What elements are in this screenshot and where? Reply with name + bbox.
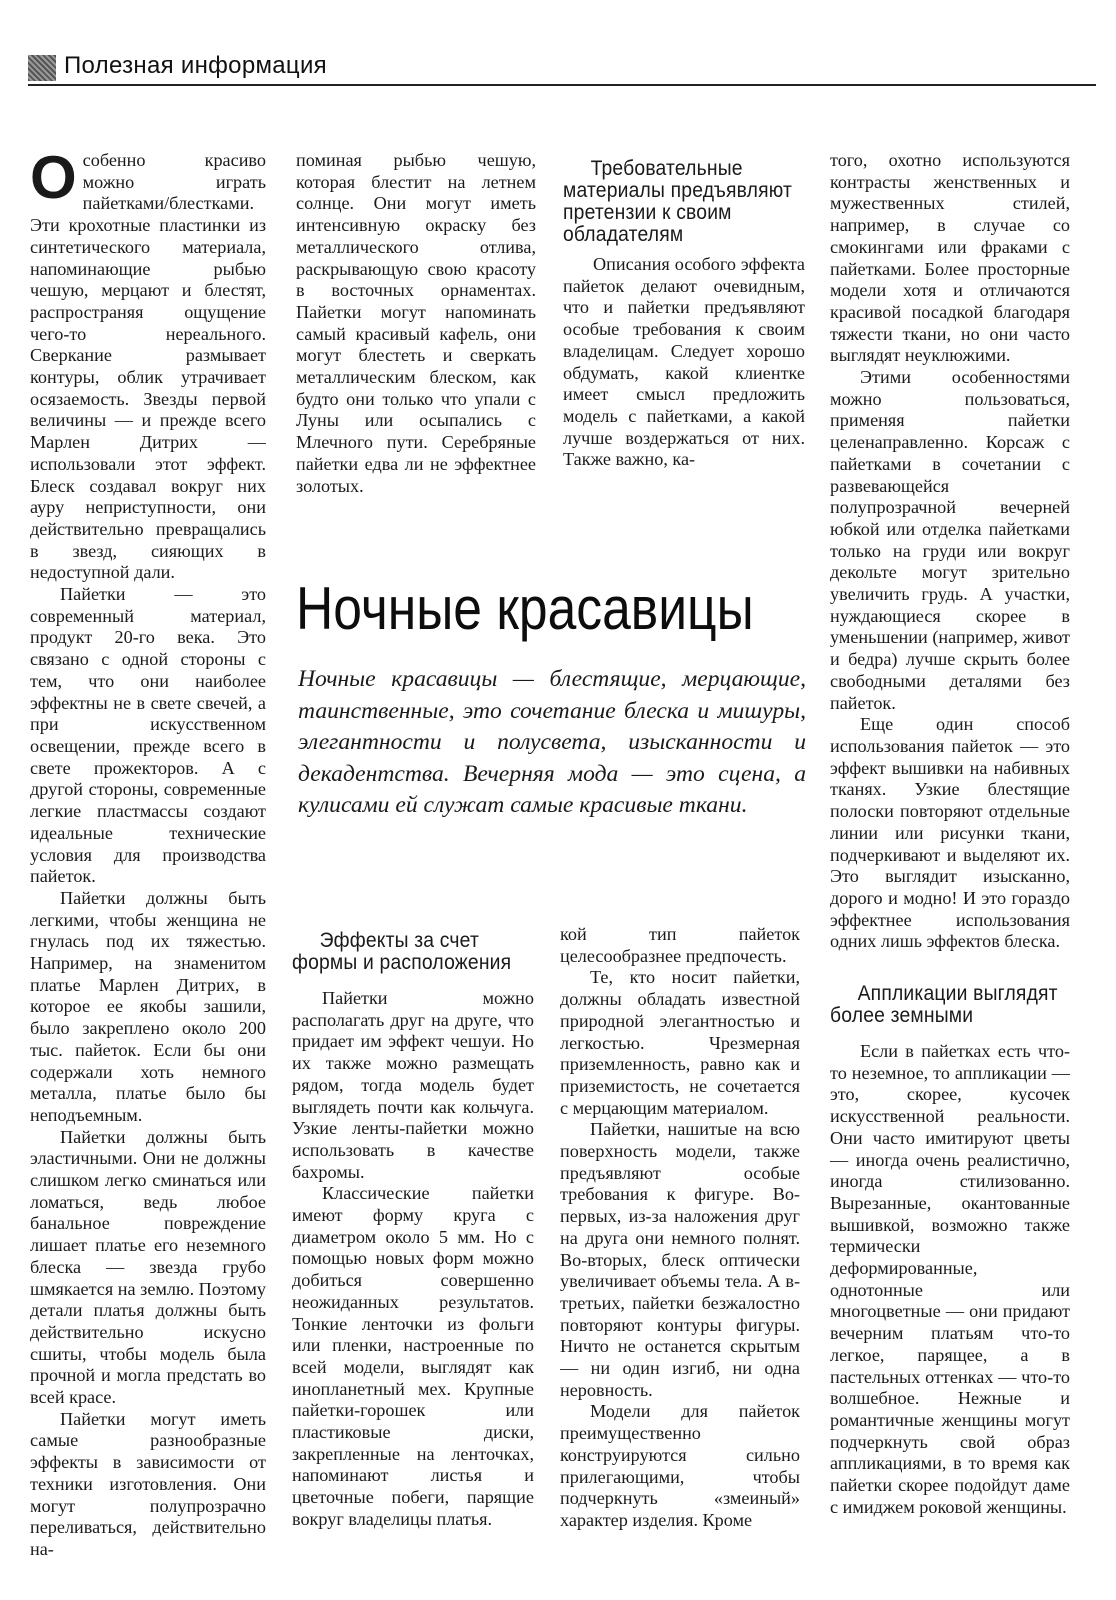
column-3-bottom (560, 924, 800, 1600)
section-header-title: Полезная информация (64, 52, 327, 79)
paragraph: того, охотно используются контрасты женственных и мужественных стилей, например, в случае со смокингами или фраками с пайетками. Более просторные модели хотя и отличаются красивой посадкой благодаря тяжести ткани, но они часто выглядят неуклюжими. (830, 150, 1070, 366)
paragraph: Еще один способ использования пайеток — это эффект вышивки на набивных тканях. Узкие блестящие полоски повторяют отдельные линии или рисунки ткани, подчеркивают и выделяют их. Это выглядит изысканно, дорого и модно! И это гораздо эффектнее использования одних лишь эффектов блеска. (830, 714, 1070, 952)
paragraph: Если в пайетках есть что-то неземное, то аппликации — это, скорее, кусочек искусственной реальности. Они часто имитируют цветы — иногда очень реалистично, иногда стилизованно. Вырезанные, окантованные вышивкой, возможно также термически деформированные, однотонные или многоцветные — они придают вечерним платьям что-то легкое, парящее, а в пастельных оттенках — что-то волшебное. Нежные и романтичные женщины могут подчеркнуть свой образ аппликациями, в то время как пайетки скорее подойдут даме с имиджем роковой женщины. (830, 1041, 1070, 1517)
paragraph: Описания особого эффекта пайеток делают очевидным, что и пайетки предъявляют особые требования к своим владелицам. Следует хорошо обдумать, какой клиентке имеет смысл предложить модель с пайетками, а какой лучше воздержаться от них. Также важно, ка- (563, 254, 805, 470)
paragraph: Пайетки могут иметь самые разнообразные эффекты в зависимости от техники изготовления. Они могут полупрозрачно переливаться, действительно на- (30, 1408, 266, 1559)
column-3-top (563, 158, 805, 528)
section-header (28, 50, 1096, 86)
column-2-top (296, 150, 536, 520)
column-4 (830, 150, 1070, 1600)
paragraph: кой тип пайеток целесообразнее предпочесть. (560, 924, 800, 966)
article-lead: Ночные красавицы — блестящие, мерцающие, таинственные, это сочетание блеска и мишуры, элегантности и полусвета, изысканности и декадентства. Вечерняя мода — это сцена, а кулисами ей служат самые красивые ткани. (298, 666, 806, 818)
drop-cap: О (30, 150, 77, 211)
paragraph: Этими особенностями можно пользоваться, применяя пайетки целенаправленно. Корсаж с пайетками в сочетании с развевающейся полупрозрачной вечерней юбкой или отделка пайетками только на груди или вокруг декольте могут зрительно увеличить грудь. А участки, нуждающиеся скорее в уменьшении (например, живот и бедра) лучше скрыть более свободными деталями без пайеток. (830, 367, 1070, 713)
paragraph: Пайетки можно располагать друг на друге, что придает им эффект чешуи. Но их также можно размещать рядом, тогда модель будет выглядеть почти как кольчуга. Узкие ленты-пайетки можно использовать в качестве бахромы. (292, 988, 534, 1182)
paragraph-text: собенно красиво можно играть пайетками/блестками. Эти крохотные пластинки из синтетического материала, напоминающие рыбью чешую, мерцают и блестят, распространяя ощущение чего-то нереального. Сверкание размывает контуры, облик утрачивает осязаемость. Звезды первой величины — и прежде всего Марлен Дитрих — использовали этот эффект. Блеск создавал вокруг них ауру неприступности, они действительно превращались в звезд, сияющих в недоступной дали. (30, 150, 266, 583)
paragraph: Пайетки, нашитые на всю поверхность модели, также предъявляют особые требования к фигуре. Во-первых, из-за наложения друг на друга они немного полнят. Во-вторых, блеск оптически увеличивает объемы тела. А в-третьих, пайетки безжалостно повторяют контуры фигуры. Ничто не останется скрытым — ни один изгиб, ни одна неровность. (560, 1119, 800, 1400)
subheading: Требовательные материалы предъявляют претензии к своим обладателям (563, 158, 793, 246)
column-1 (30, 150, 266, 1600)
column-2-bottom (292, 930, 534, 1600)
paragraph: Те, кто носит пайетки, должны обладать известной природной элегантностью и легкостью. Чрезмерная приземленность, равно как и приземистость, не сочетается с мерцающим материалом. (560, 967, 800, 1118)
subheading: Аппликации выглядят более земными (830, 982, 1058, 1028)
section-marker-icon (28, 55, 56, 81)
paragraph: Пайетки должны быть эластичными. Они не должны слишком легко сминаться или ломаться, ведь любое банальное повреждение лишает платье его неземного блеска — звезда грубо шмякается на землю. Поэтому детали платья должны быть действительно искусно сшиты, чтобы модель была прочной и могла предстать во всей красе. (30, 1126, 266, 1408)
paragraph: Классические пайетки имеют форму круга с диаметром около 5 мм. Но с помощью новых форм можно добиться совершенно неожиданных результатов. Тонкие ленточки из фольги или пленки, настроенные по всей модели, выглядят как инопланетный мех. Крупные пайетки-горошек или пластиковые диски, закрепленные на ленточках, напоминают листья и цветочные побеги, парящие вокруг владелицы платья. (292, 1183, 534, 1529)
paragraph: Модели для пайеток преимущественно конструируются сильно прилегающими, чтобы подчеркнуть «змеиный» характер изделия. Кроме (560, 1401, 800, 1530)
paragraph: Пайетки должны быть легкими, чтобы женщина не гнулась под их тяжестью. Например, на знаменитом платье Марлен Дитрих, в которое ее якобы зашили, было закреплено около 200 тыс. пайеток. Если бы они содержали хоть немного металла, платье было бы неподъемным. (30, 887, 266, 1125)
paragraph (30, 150, 266, 584)
paragraph: Пайетки — это современный материал, продукт 20-го века. Это связано с одной стороны с тем, что они наиболее эффектны не в свете свечей, а при искусственном освещении, прежде всего в свете прожекторов. А с другой стороны, современные легкие пластмассы создают идеальные технические условия для производства пайеток. (30, 584, 266, 887)
paragraph: поминая рыбью чешую, которая блестит на летнем солнце. Они могут иметь интенсивную окраску без металлического отлива, раскрывающую свою красоту в восточных орнаментах. Пайетки могут напоминать самый красивый кафель, они могут блестеть и сверкать металлическим блеском, как будто они только что упали с Луны или осыпались с Млечного пути. Серебряные пайетки едва ли не эффектнее золотых. (296, 150, 536, 496)
subheading: Эффекты за счет формы и расположения (292, 930, 512, 974)
article-title: Ночные красавицы (296, 575, 754, 642)
